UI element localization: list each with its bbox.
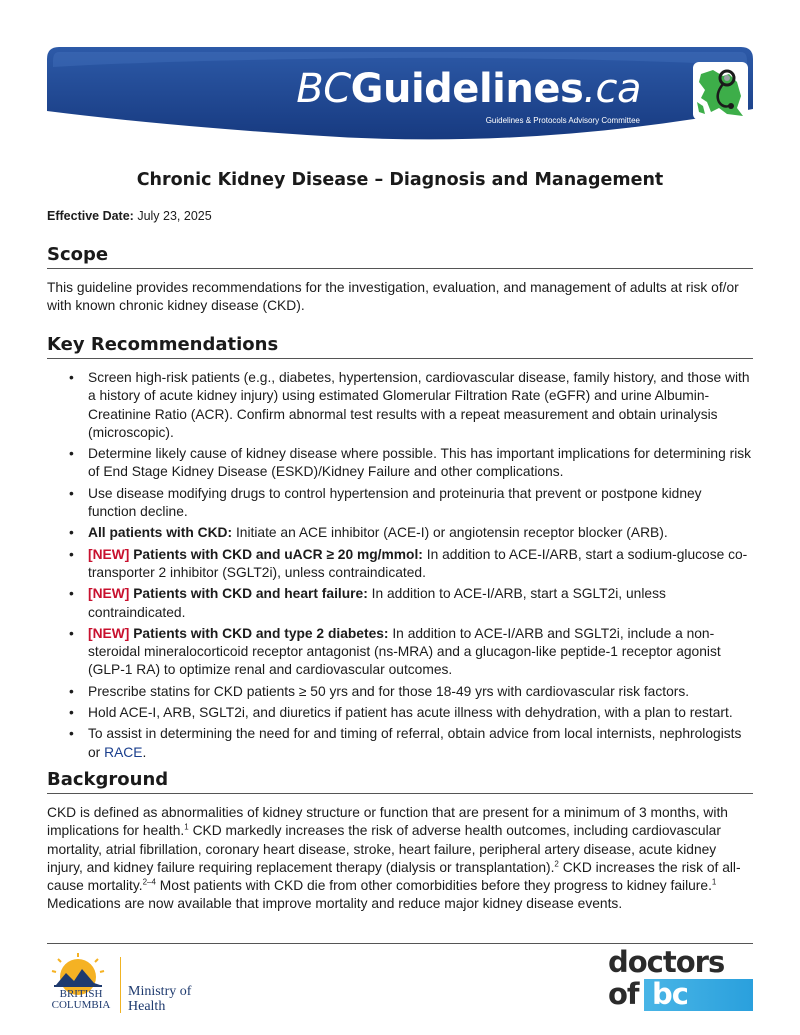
new-badge: [NEW] <box>88 586 130 602</box>
list-item: • Hold ACE-I, ARB, SGLT2i, and diuretics if patient has acute illness with dehydration, with a plan to restart. <box>47 704 753 722</box>
scope-heading: Scope <box>47 244 753 269</box>
brand-guidelines: Guidelines <box>350 66 584 112</box>
scope-text: This guideline provides recommendations for the investigation, evaluation, and management of adults at risk of/or with known chronic kidney disease (CKD). <box>47 280 739 314</box>
list-item: • Determine likely cause of kidney disease where possible. This has important implications for determining risk of End Stage Kidney Disease (ESKD)/Kidney Failure and other complications. <box>47 445 753 482</box>
british-columbia-wordmark: BRITISH COLUMBIA <box>51 988 111 1011</box>
footer-logo-divider <box>120 957 121 1013</box>
doctors-of-bc-logo-bc: bc <box>652 977 688 1011</box>
list-item: • [NEW] Patients with CKD and type 2 diabetes: In addition to ACE-I/ARB and SGLT2i, include a non-steroidal mineralocorticoid receptor antagonist (ns-MRA) and a glucagon-like peptide-1 receptor agonist (GLP-1 RA) to optimize renal and cardiovascular outcomes. <box>47 625 753 680</box>
effective-date-label: Effective Date: <box>47 209 134 223</box>
list-item: • Screen high-risk patients (e.g., diabetes, hypertension, cardiovascular disease, family history, and those with a history of acute kidney injury) using estimated Glomerular Filtration Rate (eGFR) and urine Albumin-Creatinine Ratio (ACR). Confirm abnormal test results with a repeat measurement and obtain urinalysis (microscopic). <box>47 369 753 442</box>
doctors-of-bc-logo-doctors: doctors <box>608 945 725 979</box>
list-item: • [NEW] Patients with CKD and uACR ≥ 20 mg/mmol: In addition to ACE-I/ARB, start a sodium-glucose co-transporter 2 inhibitor (SGLT2i), unless contraindicated. <box>47 546 753 583</box>
footer-divider <box>47 943 753 944</box>
citation: 2–4 <box>142 877 156 887</box>
citation: 1 <box>711 877 717 887</box>
new-badge: [NEW] <box>88 546 130 562</box>
document-title: Chronic Kidney Disease – Diagnosis and Management <box>136 170 664 190</box>
list-item: • All patients with CKD: Initiate an ACE inhibitor (ACE-I) or angiotensin receptor blocker (ARB). <box>47 524 753 542</box>
header-banner <box>47 47 753 147</box>
bc-map-stethoscope-icon <box>693 62 748 120</box>
background-heading: Background <box>47 769 753 794</box>
background-text: CKD is defined as abnormalities of kidney structure or function that are present for a minimum of 3 months, with implications for health.$^1$ CKD markedly increases the risk of adverse health outcomes, including cardiovascular mortality, atrial fibrillation, coronary heart disease, stroke, heart failure, peripheral artery disease, acute kidney injury, and kidney failure requiring replacement therapy (dialysis or transplantation).$^2$ CKD increases the risk of all-cause mortality.$^{2-4}$ Most patients with CKD die from other comorbidities before they progress to kidney failure.$^1$ Medications are now available that improve mortality and reduce major kidney disease events. <box>47 805 741 912</box>
key-recommendations-heading: Key Recommendations <box>47 334 753 359</box>
list-item: • [NEW] Patients with CKD and heart failure: In addition to ACE-I/ARB, start a SGLT2i, unless contraindicated. <box>47 585 753 622</box>
race-link[interactable]: RACE <box>104 744 143 760</box>
list-item: • To assist in determining the need for and timing of referral, obtain advice from local internists, nephrologists or RACE. <box>47 725 753 762</box>
ministry-of-health: Ministry of Health <box>128 984 192 1014</box>
citation: 2 <box>554 859 559 869</box>
brand-ca: .ca <box>583 66 641 112</box>
list-item: • Use disease modifying drugs to control hypertension and proteinuria that prevent or postpone kidney function decline. <box>47 485 753 522</box>
effective-date <box>47 209 212 223</box>
citation: 1 <box>184 822 189 832</box>
effective-date-value: July 23, 2025 <box>133 209 212 223</box>
brand-bc: BC <box>296 66 351 112</box>
doctors-of-bc-logo-of: of <box>608 977 639 1011</box>
new-badge: [NEW] <box>88 625 130 641</box>
list-item: • Prescribe statins for CKD patients ≥ 50 yrs and for those 18-49 yrs with cardiovascular risk factors. <box>47 683 753 701</box>
doctors-of-bc-logo-box <box>644 979 753 1011</box>
brand-subtitle: Guidelines & Protocols Advisory Committee <box>485 116 640 125</box>
brand-wordmark <box>296 67 641 111</box>
recommendations-list <box>47 369 753 765</box>
